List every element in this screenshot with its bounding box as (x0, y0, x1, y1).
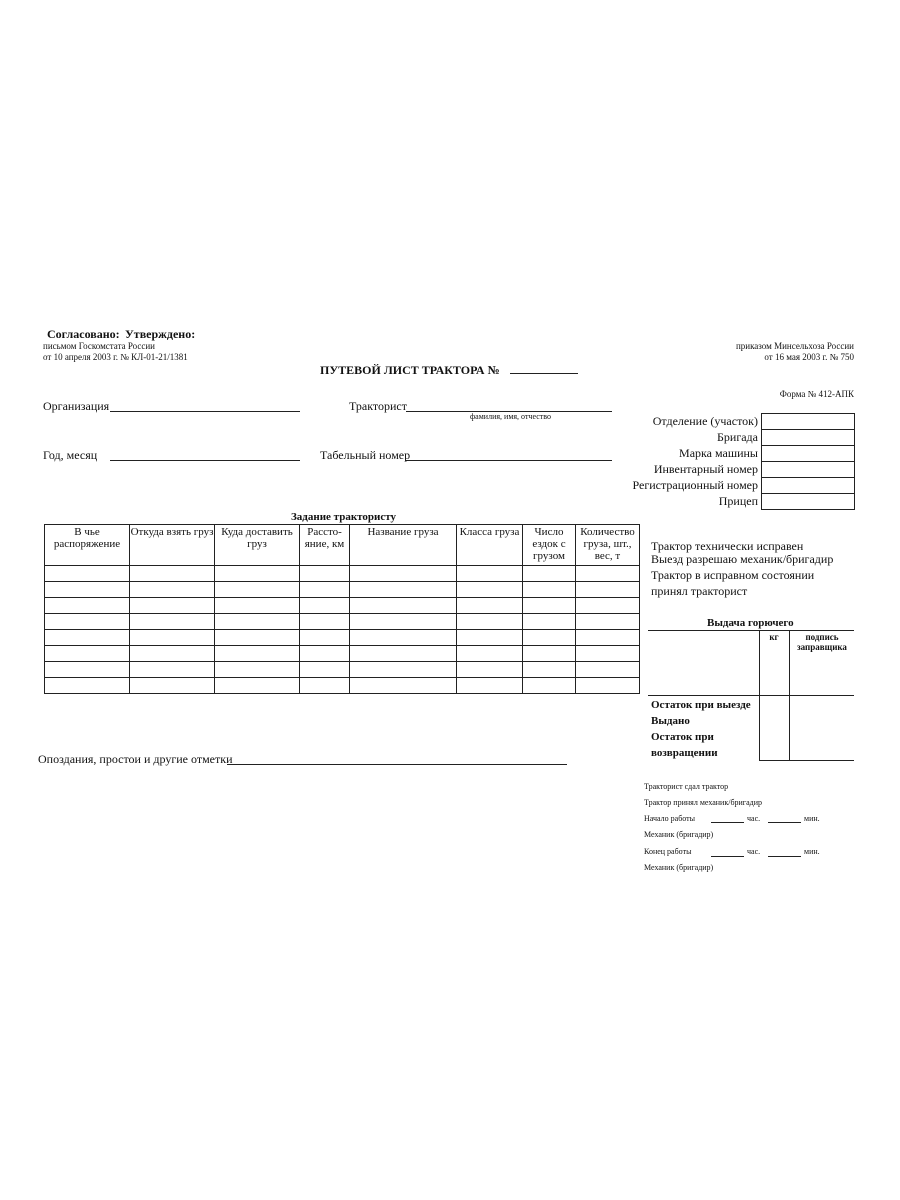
table-row (45, 566, 640, 582)
title-number-line[interactable] (510, 373, 578, 374)
col-to: Куда доставить груз (215, 525, 300, 566)
delays-label: Опоздания, простои и другие отметки (38, 752, 233, 766)
fuel-mid-rule (648, 695, 854, 696)
table-row (45, 662, 640, 678)
tab-number-field[interactable] (406, 460, 612, 461)
year-month-label: Год, месяц (43, 448, 98, 462)
col-trips: Число ездок с грузом (523, 525, 576, 566)
fuel-col-kg: кг (769, 632, 779, 642)
page-title: ПУТЕВОЙ ЛИСТ ТРАКТОРА № (320, 363, 500, 377)
fuel-issued: Выдано (651, 715, 690, 727)
work-start-minutes-unit: мин. (804, 814, 820, 823)
fuel-bottom-rule (759, 760, 854, 761)
trailer-field[interactable] (762, 494, 855, 510)
trailer-label: Прицеп (718, 494, 758, 508)
mechanic-signature-1: Механик (бригадир) (644, 830, 714, 839)
driver-hint: фамилия, имя, отчество (470, 412, 551, 421)
col-cargo-name: Название груза (350, 525, 457, 566)
work-end-hours-field[interactable] (711, 856, 744, 857)
table-row (45, 598, 640, 614)
vehicle-info-table (632, 413, 855, 510)
inventory-number-label: Инвентарный номер (653, 462, 758, 476)
fuel-top-rule (648, 630, 854, 631)
fuel-remaining-return-1: Остаток при (651, 731, 714, 743)
work-start-hours-unit: час. (747, 814, 761, 823)
organization-label: Организация (43, 399, 110, 413)
table-row (45, 646, 640, 662)
machine-brand-label: Марка машины (679, 446, 758, 460)
fuel-remaining-return-2: возвращении (651, 747, 718, 759)
col-from: Откуда взять груз (130, 525, 215, 566)
fuel-table (648, 630, 854, 761)
fuel-remaining-departure: Остаток при выезде (651, 699, 751, 711)
delays-field[interactable] (227, 764, 567, 765)
fuel-title: Выдача горючего (707, 617, 794, 629)
agreed-date: от 10 апреля 2003 г. № КЛ-01-21/1381 (43, 352, 188, 362)
table-row (45, 678, 640, 694)
status-good-condition: Трактор в исправном состоянии (651, 568, 815, 582)
driver-handed-over: Тракторист сдал трактор (644, 782, 729, 791)
col-cargo-class: Класса груза (457, 525, 523, 566)
organization-field[interactable] (110, 411, 300, 412)
mechanic-accepted: Трактор принял механик/бригадир (644, 798, 762, 807)
work-end-minutes-field[interactable] (768, 856, 801, 857)
table-row (45, 582, 640, 598)
col-assignee: В чье распоряжение (45, 525, 130, 566)
approved-by-order: приказом Минсельхоза России (735, 341, 854, 351)
inventory-number-field[interactable] (762, 462, 855, 478)
division-label: Отделение (участок) (652, 414, 758, 428)
agreed-label: Согласовано: (47, 327, 120, 341)
status-departure-allowed: Выезд разрешаю механик/бригадир (651, 552, 834, 566)
table-row (45, 630, 640, 646)
year-month-field[interactable] (110, 460, 300, 461)
work-start-hours-field[interactable] (711, 822, 744, 823)
fuel-col-signature: подпись заправщика (797, 632, 847, 652)
task-title: Задание трактористу (291, 511, 397, 523)
brigade-label: Бригада (717, 430, 758, 444)
work-end-minutes-unit: мин. (804, 847, 820, 856)
work-end-label: Конец работы (644, 847, 692, 856)
agreed-by-letter: письмом Госкомстата России (43, 341, 155, 351)
col-distance: Рассто-яние, км (300, 525, 350, 566)
status-accepted-by-driver: принял тракторист (651, 584, 748, 598)
tractor-driver-label: Тракторист (349, 399, 407, 413)
approved-date: от 16 мая 2003 г. № 750 (764, 352, 854, 362)
registration-number-label: Регистрационный номер (632, 478, 758, 492)
brigade-field[interactable] (762, 430, 855, 446)
machine-brand-field[interactable] (762, 446, 855, 462)
work-end-hours-unit: час. (747, 847, 761, 856)
mechanic-signature-2: Механик (бригадир) (644, 863, 714, 872)
table-row (45, 614, 640, 630)
work-start-minutes-field[interactable] (768, 822, 801, 823)
form-number: Форма № 412-АПК (779, 389, 854, 399)
col-quantity: Количество груза, шт., вес, т (576, 525, 640, 566)
registration-number-field[interactable] (762, 478, 855, 494)
division-field[interactable] (762, 414, 855, 430)
approved-label: Утверждено: (125, 327, 196, 341)
tab-number-label: Табельный номер (320, 448, 411, 462)
work-start-label: Начало работы (644, 814, 696, 823)
status-technically-ok: Трактор технически исправен (651, 539, 804, 553)
task-table (44, 524, 640, 694)
